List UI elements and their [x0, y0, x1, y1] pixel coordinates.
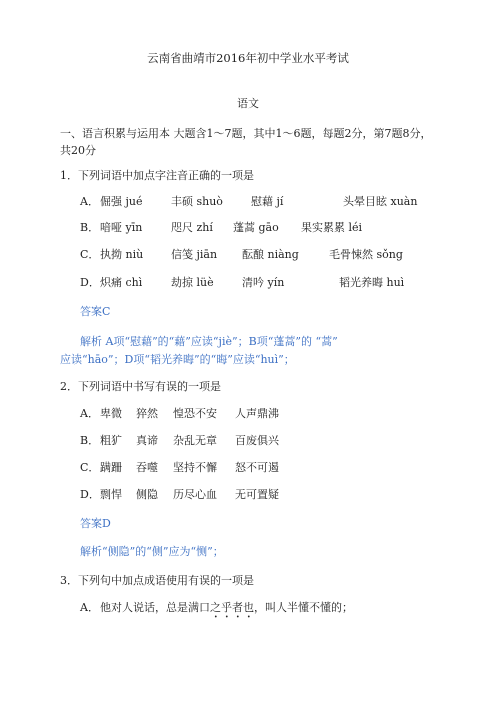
section-heading: 一、语言积累与运用本 大题含1～7题，其中1～6题，每题2分，第7题8分，共20分: [60, 127, 432, 157]
option-text: ，叫人半懂不懂的；: [254, 601, 353, 614]
option-letter: C．: [80, 461, 100, 474]
option-item: 卑微: [100, 407, 122, 420]
option-item: 执拗 niù: [100, 248, 144, 261]
option-item: 粗犷: [100, 434, 122, 447]
q2-answer: 答案D: [80, 517, 111, 530]
option-item: 慰藉 jí: [251, 195, 284, 208]
option-item: 侧隐: [136, 488, 158, 501]
option-item: 倔强 jué: [100, 195, 143, 208]
option-item: 坚持不懈: [173, 461, 217, 474]
q1-option-b: [80, 221, 362, 235]
option-item: 清吟 yín: [242, 276, 285, 289]
option-item: 咫尺 zhí: [171, 221, 213, 234]
option-item: 蓬蒿 gāo: [233, 221, 279, 234]
q1-option-d: [80, 276, 404, 290]
document-title: 云南省曲靖市2016年初中学业水平考试: [147, 51, 349, 65]
q2-option-d: [80, 488, 279, 502]
option-item: 丰硕 shuò: [171, 195, 223, 208]
question-3-stem: 3．下列句中加点成语使用有误的一项是: [60, 574, 254, 587]
option-letter: C．: [80, 248, 100, 261]
q2-option-a: [80, 407, 279, 421]
option-item: 果实累累 léi: [301, 221, 363, 234]
option-item: 毛骨悚然 sǒng: [329, 248, 403, 261]
dotted-idiom: 之乎者也: [210, 601, 254, 614]
q3-option-a: [80, 601, 353, 621]
option-item: 吞噬: [136, 461, 158, 474]
option-letter: D．: [80, 488, 100, 501]
option-item: 劫掠 lüè: [171, 276, 214, 289]
option-letter: A．: [80, 601, 99, 614]
option-item: 历尽心血: [173, 488, 217, 501]
option-item: 百废俱兴: [235, 434, 279, 447]
option-letter: A．: [80, 407, 99, 420]
option-item: 韬光养晦 huì: [339, 276, 405, 289]
subject-heading: 语文: [237, 97, 259, 110]
option-item: 无可置疑: [235, 488, 279, 501]
option-item: 真谛: [136, 434, 158, 447]
option-item: 剽悍: [100, 488, 122, 501]
option-item: 猝然: [136, 407, 158, 420]
option-item: 炽痛 chì: [100, 276, 143, 289]
option-item: 酝酿 niàng: [242, 248, 299, 261]
q2-option-c: [80, 461, 279, 475]
question-2-stem: 2．下列词语中书写有误的一项是: [60, 380, 221, 393]
q1-analysis-line-2: 应读“hāo”；D项“韬光养晦”的“晦”应读“huì”；: [60, 353, 295, 366]
option-item: 惶恐不安: [173, 407, 217, 420]
option-letter: D．: [80, 276, 100, 289]
question-1-stem: 1．下列词语中加点字注音正确的一项是: [60, 169, 254, 182]
option-letter: A．: [80, 195, 99, 208]
option-letter: B．: [80, 221, 100, 234]
option-item: 杂乱无章: [173, 434, 217, 447]
option-item: 蹒跚: [100, 461, 122, 474]
option-text: 他对人说话，总是满口: [100, 601, 210, 614]
option-item: 喑哑 yīn: [100, 221, 143, 234]
option-item: 怒不可遏: [235, 461, 279, 474]
option-letter: B．: [80, 434, 100, 447]
q1-option-c: [80, 248, 403, 262]
q1-analysis-line-1: 解析 A项“慰藉”的“藉”应读“jiè”；B项“蓬蒿”的 “蒿”: [80, 335, 338, 348]
option-item: 头晕目眩 xuàn: [343, 195, 418, 208]
option-item: 人声鼎沸: [235, 407, 279, 420]
q1-answer: 答案C: [80, 305, 111, 318]
option-item: 信笺 jiān: [171, 248, 218, 261]
q2-analysis: 解析“侧隐”的“侧”应为“恻”；: [80, 545, 224, 558]
q1-option-a: [80, 195, 417, 209]
q2-option-b: [80, 434, 279, 448]
